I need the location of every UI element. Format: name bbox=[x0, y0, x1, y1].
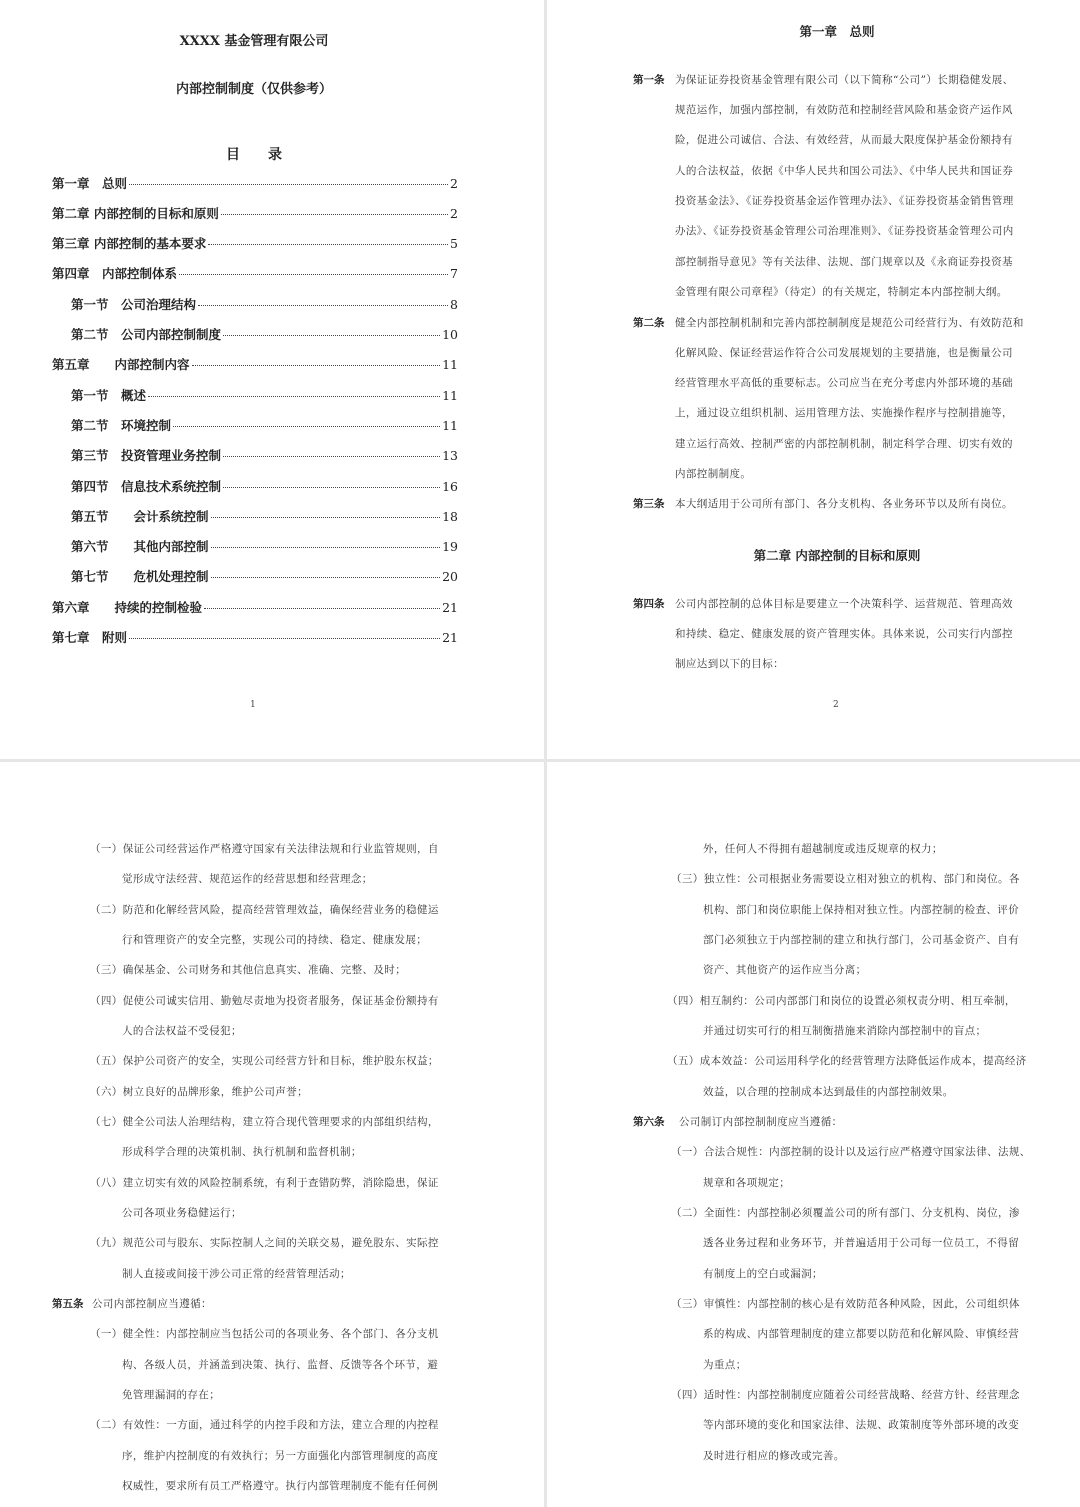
text-line: 觉形成守法经营、规范运作的经营思想和经营理念； bbox=[122, 873, 373, 885]
text-line: （三）独立性：公司根据业务需要设立相对独立的机构、部门和岗位。各 bbox=[671, 873, 1020, 885]
toc-entry[interactable]: 第六章 持续的控制检验 21 bbox=[52, 600, 458, 615]
article-label: 第二条 bbox=[633, 317, 665, 329]
article-label: 第六条 bbox=[633, 1116, 665, 1128]
text-line: （一）健全性：内部控制应当包括公司的各项业务、各个部门、各分支机 bbox=[90, 1328, 439, 1340]
toc-entry[interactable]: 第一节 公司治理结构 8 bbox=[71, 297, 458, 312]
text-line: （九）规范公司与股东、实际控制人之间的关联交易，避免股东、实际控 bbox=[90, 1237, 439, 1249]
text-line: 经营管理水平高低的重要标志。公司应当在充分考虑内外部环境的基础 bbox=[675, 377, 1013, 389]
text-line: 形成科学合理的决策机制、执行机制和监督机制； bbox=[122, 1146, 362, 1158]
text-line: 行和管理资产的安全完整，实现公司的持续、稳定、健康发展； bbox=[122, 934, 428, 946]
toc-heading: 目录 bbox=[226, 147, 310, 163]
text-line: （五）保护公司资产的安全，实现公司经营方针和目标，维护股东权益； bbox=[90, 1055, 439, 1067]
text-line: 部控制指导意见》等有关法律、法规、部门规章以及《永商证券投资基 bbox=[675, 256, 1013, 268]
toc-entry[interactable]: 第三章 内部控制的基本要求 5 bbox=[52, 236, 458, 251]
text-line: 公司制订内部控制制度应当遵循： bbox=[679, 1116, 843, 1128]
text-line: 公司内部控制的总体目标是要建立一个决策科学、运营规范、管理高效 bbox=[675, 598, 1013, 610]
toc-entry[interactable]: 第六节 其他内部控制 19 bbox=[71, 539, 458, 554]
toc-entry[interactable]: 第四章 内部控制体系 7 bbox=[52, 266, 458, 281]
company-name: XXXX 基金管理有限公司 bbox=[179, 34, 329, 49]
toc-entry[interactable]: 第二节 环境控制 11 bbox=[71, 418, 458, 433]
text-line: （二）防范和化解经营风险，提高经营管理效益，确保经营业务的稳健运 bbox=[90, 904, 439, 916]
text-line: （三）审慎性：内部控制的核心是有效防范各种风险，因此，公司组织体 bbox=[671, 1298, 1020, 1310]
toc-entry[interactable]: 第五章 内部控制内容 11 bbox=[52, 357, 458, 372]
toc-entry[interactable]: 第五节 会计系统控制 18 bbox=[71, 509, 458, 524]
text-line: 化解风险、保证经营运作符合公司发展规划的主要措施，也是衡量公司 bbox=[675, 347, 1013, 359]
text-line: 系的构成、内部管理制度的建立都要以防范和化解风险、审慎经营 bbox=[703, 1328, 1020, 1340]
text-line: 人的合法权益不受侵犯； bbox=[122, 1025, 242, 1037]
toc-entry[interactable]: 第二节 公司内部控制制度 10 bbox=[71, 327, 458, 342]
text-line: （八）建立切实有效的风险控制系统，有利于查错防弊，消除隐患，保证 bbox=[90, 1177, 439, 1189]
text-line: （一）保证公司经营运作严格遵守国家有关法律法规和行业监管规则，自 bbox=[90, 843, 439, 855]
text-line: （四）相互制约：公司内部部门和岗位的设置必须权责分明、相互牵制， bbox=[667, 995, 1016, 1007]
text-line: 办法》、《证券投资基金管理公司治理准则》、《证券投资基金管理公司内 bbox=[675, 225, 1014, 237]
toc-entry[interactable]: 第三节 投资管理业务控制 13 bbox=[71, 448, 458, 463]
text-line: 规范运作，加强内部控制，有效防范和控制经营风险和基金资产运作风 bbox=[675, 104, 1013, 116]
text-line: （五）成本效益：公司运用科学化的经营管理方法降低运作成本，提高经济 bbox=[667, 1055, 1027, 1067]
text-line: 健全内部控制机制和完善内部控制制度是规范公司经营行为、有效防范和 bbox=[675, 317, 1024, 329]
text-line: 机构、部门和岗位职能上保持相对独立性。内部控制的检查、评价 bbox=[703, 904, 1020, 916]
text-line: 资产、其他资产的运作应当分离； bbox=[703, 964, 867, 976]
text-line: 外，任何人不得拥有超越制度或违反规章的权力； bbox=[703, 843, 943, 855]
text-line: 免管理漏洞的存在； bbox=[122, 1389, 221, 1401]
toc-entry[interactable]: 第七章 附则 21 bbox=[52, 630, 458, 645]
article-label: 第一条 bbox=[633, 74, 665, 86]
text-line: 为保证证券投资基金管理有限公司（以下简称“公司”）长期稳健发展、 bbox=[675, 74, 1014, 86]
text-line: （二）全面性：内部控制必须覆盖公司的所有部门、分支机构、岗位，渗 bbox=[671, 1207, 1020, 1219]
text-line: 构、各级人员，并涵盖到决策、执行、监督、反馈等各个环节，避 bbox=[122, 1359, 439, 1371]
article-label: 第三条 bbox=[633, 498, 665, 510]
page-number: 1 bbox=[250, 700, 256, 710]
text-line: 上，通过设立组织机制、运用管理方法、实施操作程序与控制措施等， bbox=[675, 407, 1013, 419]
text-line: 权威性，要求所有员工严格遵守。执行内部管理制度不能有任何例 bbox=[122, 1480, 439, 1492]
text-line: 等内部环境的变化和国家法律、法规、政策制度等外部环境的改变 bbox=[703, 1419, 1020, 1431]
text-line: 并通过切实可行的相互制衡措施来消除内部控制中的盲点； bbox=[703, 1025, 987, 1037]
toc-entry[interactable]: 第二章 内部控制的目标和原则 2 bbox=[52, 206, 458, 221]
text-line: 部门必须独立于内部控制的建立和执行部门，公司基金资产、自有 bbox=[703, 934, 1020, 946]
text-line: 效益，以合理的控制成本达到最佳的内部控制效果。 bbox=[703, 1086, 954, 1098]
text-line: （四）适时性：内部控制制度应随着公司经营战略、经营方针、经营理念 bbox=[671, 1389, 1020, 1401]
text-line: 建立运行高效、控制严密的内部控制机制，制定科学合理、切实有效的 bbox=[675, 438, 1013, 450]
page-1 bbox=[0, 0, 544, 759]
toc-entry[interactable]: 第七节 危机处理控制 20 bbox=[71, 569, 458, 584]
document-title: 内部控制制度（仅供参考） bbox=[175, 82, 332, 97]
text-line: 及时进行相应的修改或完善。 bbox=[703, 1450, 845, 1462]
chapter-heading: 第二章 内部控制的目标和原则 bbox=[753, 548, 921, 563]
text-line: 金管理有限公司章程》（待定）的有关规定，特制定本内部控制大纲。 bbox=[675, 286, 1008, 298]
text-line: 本大纲适用于公司所有部门、各分支机构、各业务环节以及所有岗位。 bbox=[675, 498, 1013, 510]
text-line: 人的合法权益，依据《中华人民共和国公司法》、《中华人民共和国证券 bbox=[675, 165, 1014, 177]
text-line: （一）合法合规性：内部控制的设计以及运行应严格遵守国家法律、法规、 bbox=[671, 1146, 1031, 1158]
text-line: 公司内部控制应当遵循： bbox=[92, 1298, 212, 1310]
text-line: 险，促进公司诚信、合法、有效经营，从而最大限度保护基金份额持有 bbox=[675, 134, 1013, 146]
toc-entry[interactable]: 第四节 信息技术系统控制 16 bbox=[71, 479, 458, 494]
text-line: 序，维护内控制度的有效执行；另一方面强化内部管理制度的高度 bbox=[122, 1450, 439, 1462]
chapter-heading: 第一章 总则 bbox=[799, 24, 875, 39]
article-label: 第四条 bbox=[633, 598, 665, 610]
page-4 bbox=[547, 762, 1080, 1507]
text-line: 和持续、稳定、健康发展的资产管理实体。具体来说，公司实行内部控 bbox=[675, 628, 1013, 640]
text-line: 投资基金法》、《证券投资基金运作管理办法》、《证券投资基金销售管理 bbox=[675, 195, 1014, 207]
page-2 bbox=[547, 0, 1080, 759]
text-line: （三）确保基金、公司财务和其他信息真实、准确、完整、及时； bbox=[90, 964, 407, 976]
text-line: （四）促使公司诚实信用、勤勉尽责地为投资者服务，保证基金份额持有 bbox=[90, 995, 439, 1007]
text-line: 制应达到以下的目标： bbox=[675, 658, 784, 670]
text-line: 制人直接或间接干涉公司正常的经营管理活动； bbox=[122, 1268, 351, 1280]
article-label: 第五条 bbox=[52, 1298, 84, 1310]
text-line: 有制度上的空白或漏洞； bbox=[703, 1268, 823, 1280]
text-line: 公司各项业务稳健运行； bbox=[122, 1207, 242, 1219]
page-number: 2 bbox=[833, 700, 839, 710]
text-line: 透各业务过程和业务环节，并普遍适用于公司每一位员工，不得留 bbox=[703, 1237, 1020, 1249]
toc-entry[interactable]: 第一节 概述 11 bbox=[71, 388, 458, 403]
toc-entry[interactable]: 第一章 总则 2 bbox=[52, 176, 458, 191]
text-line: 为重点； bbox=[703, 1359, 747, 1371]
text-line: 内部控制制度。 bbox=[675, 468, 752, 480]
text-line: （二）有效性：一方面，通过科学的内控手段和方法，建立合理的内控程 bbox=[90, 1419, 439, 1431]
text-line: （六）树立良好的品牌形象，维护公司声誉； bbox=[90, 1086, 308, 1098]
text-line: 规章和各项规定； bbox=[703, 1177, 791, 1189]
text-line: （七）健全公司法人治理结构，建立符合现代管理要求的内部组织结构， bbox=[90, 1116, 439, 1128]
page-3 bbox=[0, 762, 544, 1507]
